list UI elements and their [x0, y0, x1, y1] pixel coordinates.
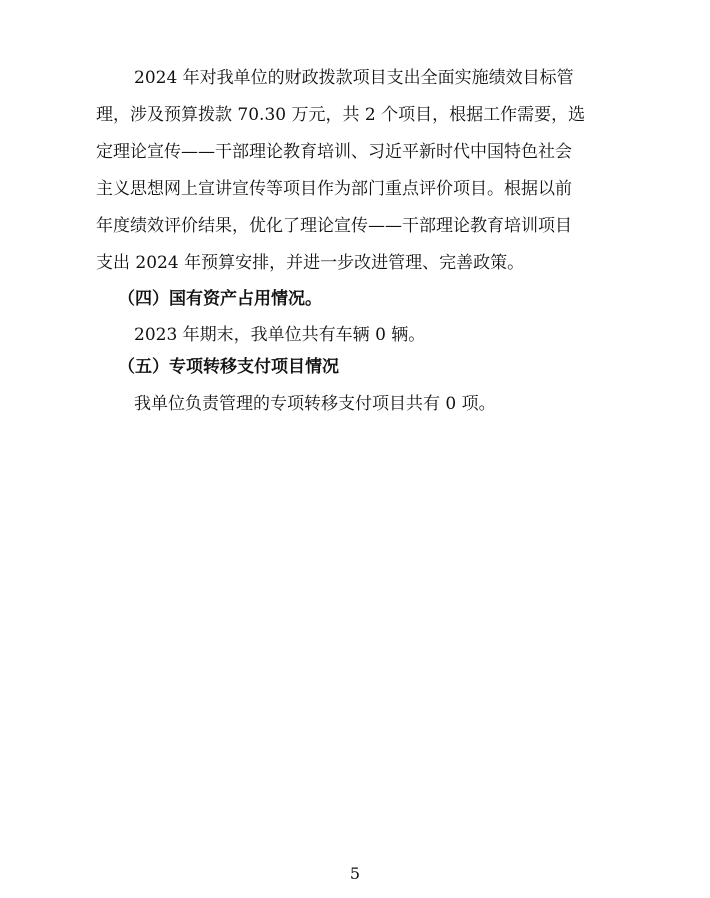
paragraph-line: 定理论宣传——干部理论教育培训、习近平新时代中国特色社会 [96, 142, 572, 162]
section-body: 我单位负责管理的专项转移支付项目共有 0 项。 [134, 394, 496, 414]
paragraph-line: 年度绩效评价结果，优化了理论宣传——干部理论教育培训项目 [96, 216, 572, 236]
section-heading: （五）专项转移支付项目情况 [118, 357, 339, 377]
page-number: 5 [349, 864, 361, 883]
paragraph-line: 支出 2024 年预算安排，并进一步改进管理、完善政策。 [96, 253, 525, 273]
paragraph-line: 理，涉及预算拨款 70.30 万元，共 2 个项目，根据工作需要，选 [96, 105, 586, 125]
section-body: 2023 年期末，我单位共有车辆 0 辆。 [134, 325, 426, 345]
paragraph-line: 主义思想网上宣讲宣传等项目作为部门重点评价项目。根据以前 [96, 179, 572, 199]
section-heading: （四）国有资产占用情况。 [118, 289, 322, 309]
paragraph-line: 2024 年对我单位的财政拨款项目支出全面实施绩效目标管 [134, 68, 574, 88]
